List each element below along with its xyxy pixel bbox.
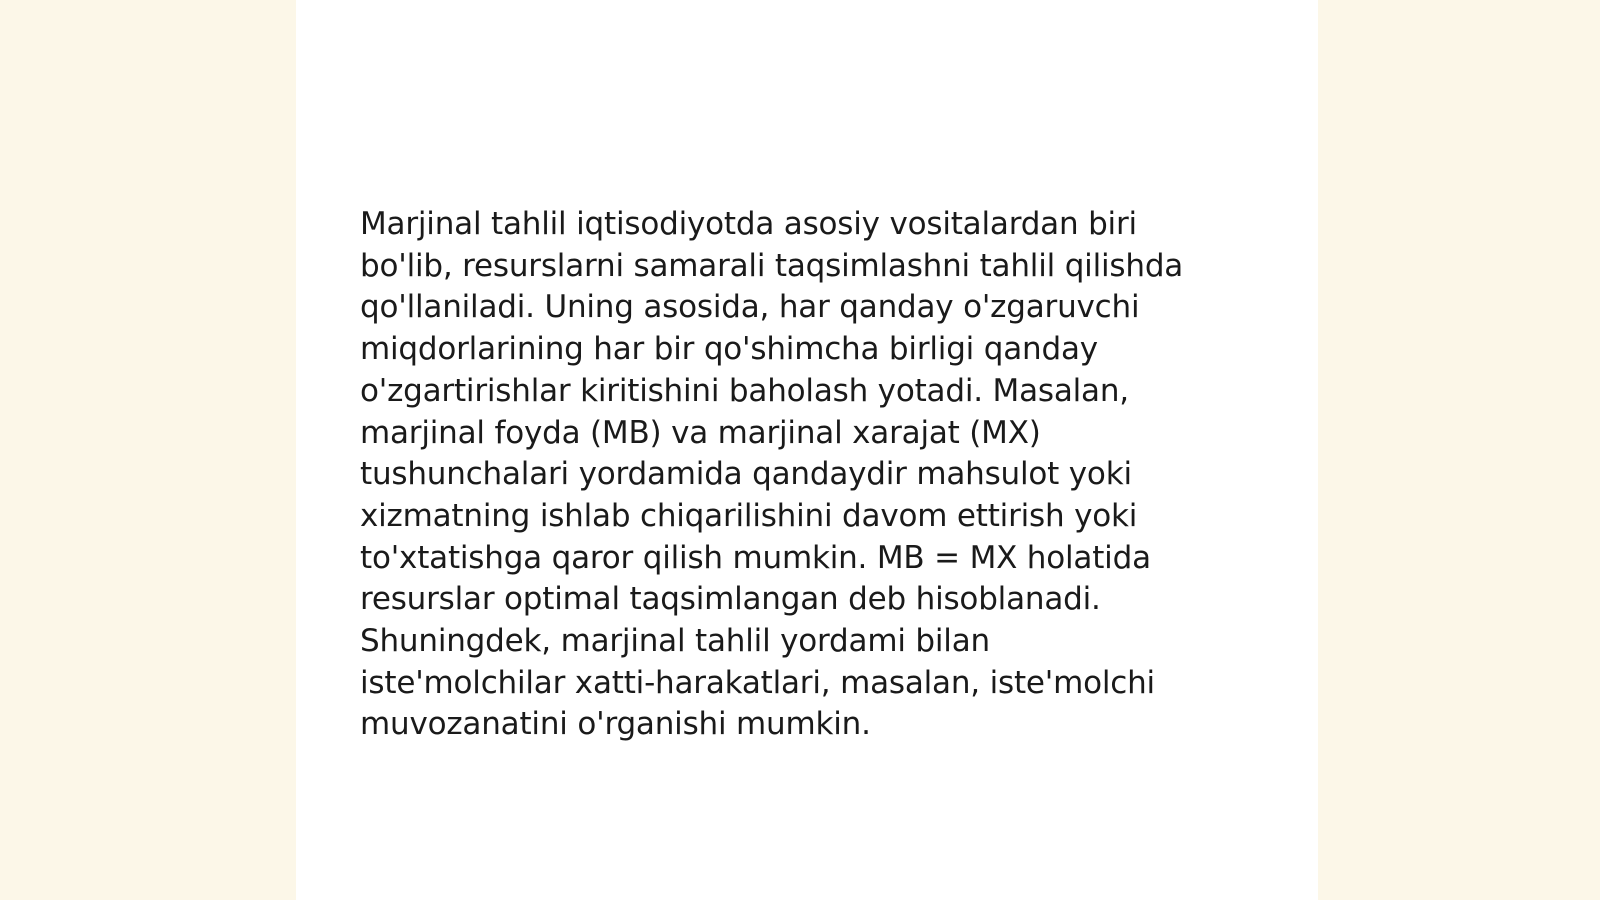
document-page	[296, 0, 1318, 900]
paragraph-line: to'xtatishga qaror qilish mumkin. MB = MX holatida	[360, 539, 1151, 576]
paragraph-line: qo'llaniladi. Uning asosida, har qanday o'zgaruvchi	[360, 289, 1140, 326]
paragraph-line: Marjinal tahlil iqtisodiyotda asosiy vositalardan biri	[360, 206, 1137, 242]
paragraph-line: muvozanatini o'rganishi mumkin.	[360, 706, 871, 743]
paragraph-line: xizmatning ishlab chiqarilishini davom ettirish yoki	[360, 497, 1138, 534]
paragraph-line: marjinal foyda (MB) va marjinal xarajat (MX)	[360, 414, 1041, 451]
paragraph-line: resurslar optimal taqsimlangan deb hisoblanadi.	[360, 581, 1101, 618]
paragraph-line: iste'molchilar xatti-harakatlari, masalan, iste'molchi	[360, 664, 1155, 701]
paragraph-line: miqdorlarining har bir qo'shimcha birligi qanday	[360, 331, 1098, 368]
body-paragraph	[360, 204, 1280, 746]
paragraph-line: bo'lib, resurslarni samarali taqsimlashni tahlil qilishda	[360, 247, 1184, 284]
paragraph-line: tushunchalari yordamida qandaydir mahsulot yoki	[360, 456, 1132, 493]
paragraph-line: Shuningdek, marjinal tahlil yordami bilan	[360, 623, 990, 660]
paragraph-line: o'zgartirishlar kiritishini baholash yotadi. Masalan,	[360, 372, 1129, 409]
